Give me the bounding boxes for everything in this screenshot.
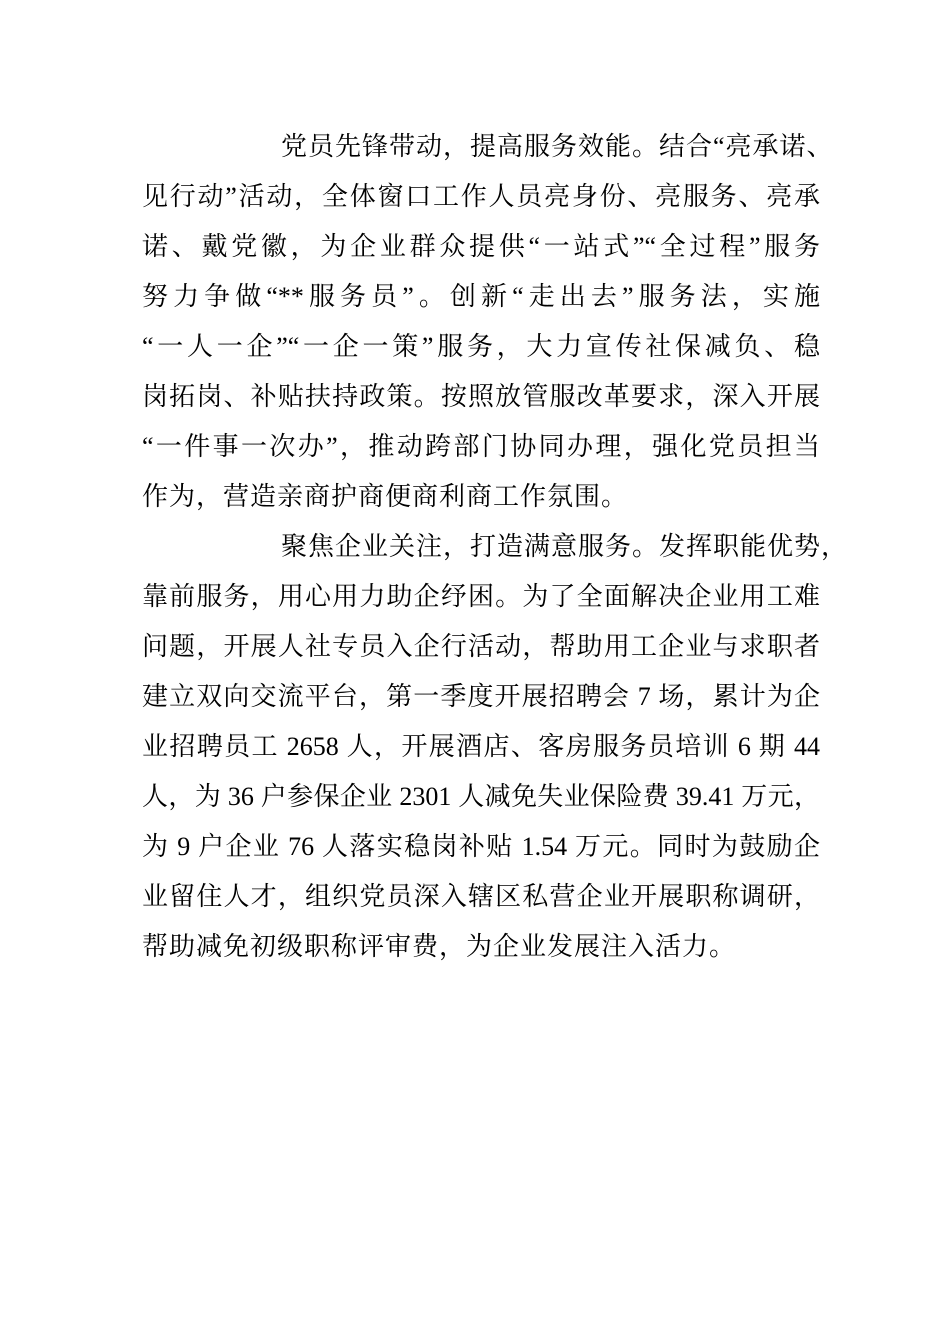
text-line: 为 9 户企业 76 人落实稳岗补贴 1.54 万元。同时为鼓励企	[142, 832, 820, 861]
text-line: 靠前服务，用心用力助企纾困。为了全面解决企业用工难	[142, 582, 820, 611]
paragraph-2	[142, 522, 849, 972]
text-line: 岗拓岗、补贴扶持政策。按照放管服改革要求，深入开展	[142, 382, 820, 411]
text-line: 问题，开展人社专员入企行活动，帮助用工企业与求职者	[142, 632, 820, 661]
text-line: 聚焦企业关注，打造满意服务。发挥职能优势，	[281, 532, 849, 561]
text-line: 努力争做“**服务员”。创新“走出去”服务法，实施	[142, 282, 820, 311]
text-line: 诺、戴党徽，为企业群众提供“一站式”“全过程”服务	[142, 232, 820, 261]
text-line: 作为，营造亲商护商便商利商工作氛围。	[142, 482, 629, 511]
text-line: 人，为 36 户参保企业 2301 人减免失业保险费 39.41 万元，	[142, 782, 820, 811]
text-line: 业留住人才，组织党员深入辖区私营企业开展职称调研，	[142, 882, 820, 911]
text-line: 业招聘员工 2658 人，开展酒店、客房服务员培训 6 期 44	[142, 732, 820, 761]
paragraph-1	[142, 122, 834, 522]
text-line: 党员先锋带动，提高服务效能。结合“亮承诺、	[281, 132, 834, 161]
text-line: “一件事一次办”，推动跨部门协同办理，强化党员担当	[142, 432, 820, 461]
text-line: 见行动”活动，全体窗口工作人员亮身份、亮服务、亮承	[142, 182, 820, 211]
text-line: 帮助减免初级职称评审费，为企业发展注入活力。	[142, 932, 737, 961]
document-body	[142, 122, 849, 972]
text-line: “一人一企”“一企一策”服务，大力宣传社保减负、稳	[142, 332, 820, 361]
text-line: 建立双向交流平台，第一季度开展招聘会 7 场，累计为企	[142, 682, 820, 711]
